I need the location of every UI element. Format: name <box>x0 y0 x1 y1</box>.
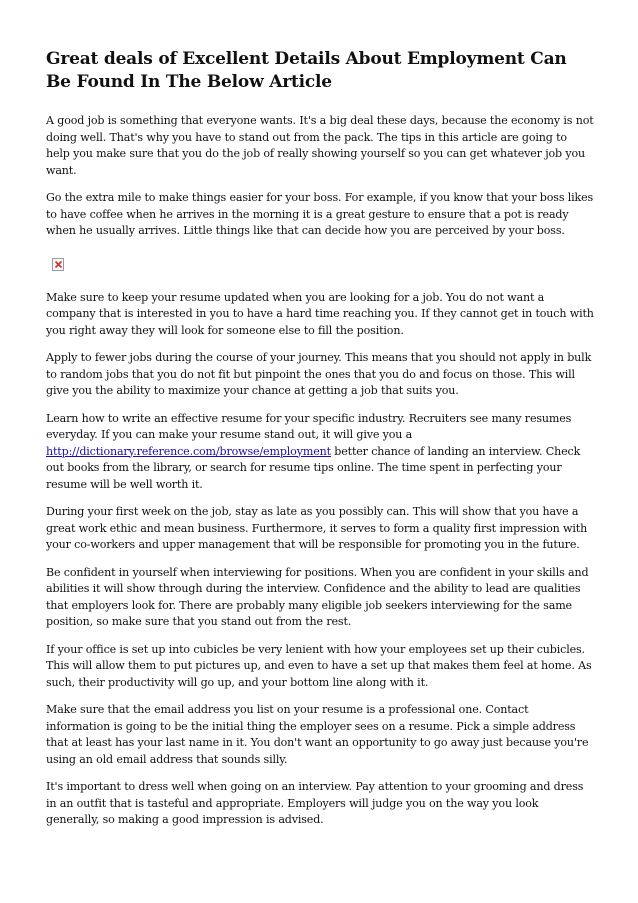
paragraph-intro: A good job is something that everyone wants. It's a big deal these days, because the economy is not doing well. That's why you have to stand out from the pack. The tips in this article are going to help you make sure that you do the job of really showing yourself so you can get whatever job you want. <box>46 114 594 177</box>
page-title: Great deals of Excellent Details About Employment Can Be Found In The Below Article <box>46 49 567 92</box>
paragraph-confident: Be confident in yourself when interviewing for positions. When you are confident in your skills and abilities it will show through during the interview. Confidence and the ability to lead are qualities that employers look for. There are probably many eligible job seekers interviewing for the same position, so make sure that you stand out from the rest. <box>46 565 589 628</box>
paragraph-cubicles: If your office is set up into cubicles be very lenient with how your employees set up their cubicles. This will allow them to put pictures up, and even to have a set up that makes them feel at home. As such, their productivity will go up, and your bottom line along with it. <box>46 642 592 689</box>
image-placeholder <box>46 254 594 280</box>
paragraph-first-week: During your first week on the job, stay as late as you possibly can. This will show that you have a great work ethic and mean business. Furthermore, it serves to form a quality first impression with your co-workers and upper management that will be responsible for promoting you in the future. <box>46 505 588 551</box>
paragraph-text-before-link: Learn how to write an effective resume for your specific industry. Recruiters see many resumes everyday. If you can make your resume stand out, it will give you a <box>46 411 572 441</box>
paragraph-dress: It's important to dress well when going on an interview. Pay attention to your grooming and dress in an outfit that is tasteful and appropriate. Employers will judge you on the way you look generally, so making a good impression is advised. <box>46 780 584 826</box>
paragraph-effective-resume <box>46 411 594 494</box>
paragraph-email: Make sure that the email address you list on your resume is a professional one. Contact information is going to be the initial thing the employer sees on a resume. Pick a simple address that at least has your last name in it. You don't want an opportunity to go away just because you're using an old email address that sounds silly. <box>46 703 589 766</box>
broken-image-icon <box>52 258 64 271</box>
paragraph-boss: Go the extra mile to make things easier for your boss. For example, if you know that your boss likes to have coffee when he arrives in the morning it is a great gesture to ensure that a pot is ready when he usually arrives. Little things like that can decide how you are perceived by your boss. <box>46 191 594 237</box>
paragraph-fewer-jobs: Apply to fewer jobs during the course of your journey. This means that you should not apply in bulk to random jobs that you do not fit but pinpoint the ones that you do and focus on those. This will give you the ability to maximize your chance at getting a job that suits you. <box>46 351 592 397</box>
dictionary-link[interactable]: http://dictionary.reference.com/browse/employment <box>46 444 331 458</box>
paragraph-resume-updated: Make sure to keep your resume updated when you are looking for a job. You do not want a company that is interested in you to have a hard time reaching you. If they cannot get in touch with you right away they will look for someone else to fill the position. <box>46 290 594 337</box>
paragraph-text-after-link: better chance of landing an interview. Check out books from the library, or search for resume tips online. The time spent in perfecting your resume will be well worth it. <box>46 444 581 491</box>
